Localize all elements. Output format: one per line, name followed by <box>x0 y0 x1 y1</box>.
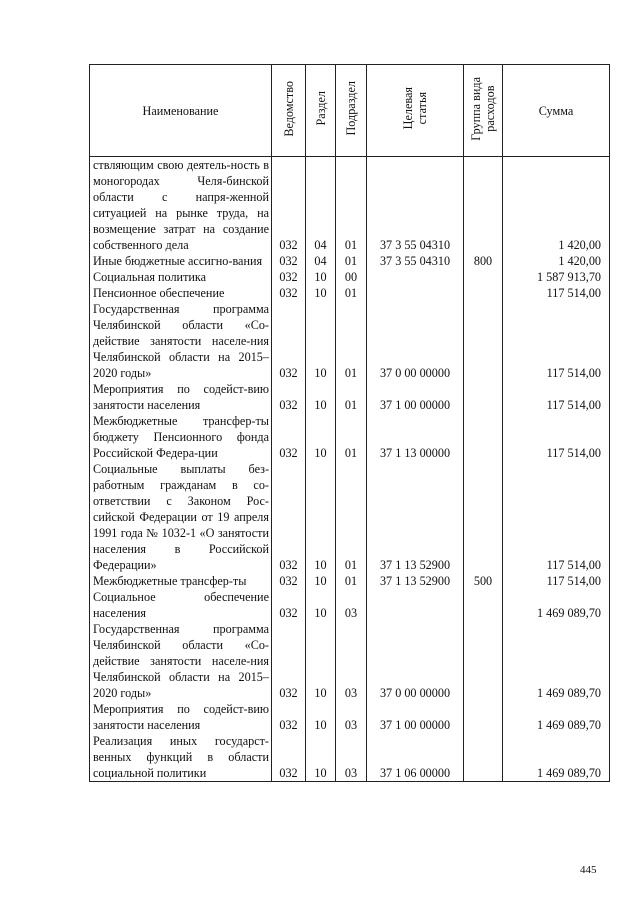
row-department: 032 <box>272 301 306 381</box>
row-expense-group: 800 <box>464 253 503 269</box>
row-expense-group <box>464 701 503 733</box>
row-department: 032 <box>272 157 306 254</box>
row-expense-group <box>464 413 503 461</box>
header-target-item: Целевая статья <box>367 65 464 157</box>
row-amount: 1 469 089,70 <box>503 621 610 701</box>
row-subsection: 01 <box>336 413 367 461</box>
row-department: 032 <box>272 269 306 285</box>
row-target-item: 37 3 55 04310 <box>367 253 464 269</box>
row-amount: 117 514,00 <box>503 301 610 381</box>
row-target-item <box>367 589 464 621</box>
row-amount: 117 514,00 <box>503 573 610 589</box>
table-row <box>90 573 610 589</box>
table-row <box>90 157 610 254</box>
header-amount: Сумма <box>503 65 610 157</box>
row-name: Государственная программа Челябинской области «Со-действие занятости населе-ния Челябинской области на 2015–2020 годы» <box>90 301 272 381</box>
table-row <box>90 701 610 733</box>
row-subsection: 01 <box>336 573 367 589</box>
row-target-item: 37 1 13 00000 <box>367 413 464 461</box>
page-number: 445 <box>580 864 597 876</box>
row-department: 032 <box>272 461 306 573</box>
row-target-item: 37 0 00 00000 <box>367 621 464 701</box>
row-name: Пенсионное обеспечение <box>90 285 272 301</box>
row-section: 10 <box>306 589 336 621</box>
row-target-item: 37 0 00 00000 <box>367 301 464 381</box>
row-name: Иные бюджетные ассигно-вания <box>90 253 272 269</box>
row-department: 032 <box>272 381 306 413</box>
table-row <box>90 589 610 621</box>
row-department: 032 <box>272 621 306 701</box>
row-amount: 1 469 089,70 <box>503 589 610 621</box>
row-amount: 1 469 089,70 <box>503 733 610 782</box>
row-target-item: 37 1 13 52900 <box>367 461 464 573</box>
row-amount: 117 514,00 <box>503 461 610 573</box>
table-row <box>90 301 610 381</box>
row-section: 10 <box>306 413 336 461</box>
header-name: Наименование <box>90 65 272 157</box>
row-name: Мероприятия по содейст-вию занятости населения <box>90 701 272 733</box>
row-expense-group <box>464 301 503 381</box>
row-target-item: 37 1 00 00000 <box>367 381 464 413</box>
table-row <box>90 733 610 782</box>
row-subsection: 00 <box>336 269 367 285</box>
row-name: ствляющим свою деятель-ность в моногородах Челя-бинской области с напря-женной ситуацией на рынке труда, на возмещение затрат на создание собственного дела <box>90 157 272 254</box>
row-section: 10 <box>306 269 336 285</box>
row-name: Социальное обеспечение населения <box>90 589 272 621</box>
row-section: 10 <box>306 285 336 301</box>
table-row <box>90 413 610 461</box>
row-expense-group <box>464 461 503 573</box>
row-section: 10 <box>306 733 336 782</box>
row-amount: 1 469 089,70 <box>503 701 610 733</box>
row-expense-group <box>464 733 503 782</box>
table-header <box>90 65 610 157</box>
row-section: 10 <box>306 701 336 733</box>
row-subsection: 03 <box>336 621 367 701</box>
row-department: 032 <box>272 573 306 589</box>
row-subsection: 01 <box>336 285 367 301</box>
header-section: Раздел <box>306 65 336 157</box>
row-subsection: 01 <box>336 461 367 573</box>
header-expense-group: Группа вида расходов <box>464 65 503 157</box>
row-subsection: 03 <box>336 733 367 782</box>
table-body <box>90 157 610 782</box>
header-subsection: Подраздел <box>336 65 367 157</box>
row-subsection: 01 <box>336 157 367 254</box>
budget-table <box>89 64 610 782</box>
row-name: Межбюджетные трансфер-ты бюджету Пенсионного фонда Российской Федера-ции <box>90 413 272 461</box>
table-row <box>90 253 610 269</box>
row-subsection: 01 <box>336 253 367 269</box>
row-name: Социальные выплаты без-работным гражданам в со-ответствии с Законом Рос-сийской Федерации от 19 апреля 1991 года № 1032-1 «О занятости населения в Российской Федерации» <box>90 461 272 573</box>
table-row <box>90 285 610 301</box>
row-department: 032 <box>272 701 306 733</box>
row-name: Государственная программа Челябинской области «Со-действие занятости населе-ния Челябинской области на 2015–2020 годы» <box>90 621 272 701</box>
row-amount: 1 420,00 <box>503 253 610 269</box>
row-section: 10 <box>306 461 336 573</box>
row-section: 10 <box>306 621 336 701</box>
row-target-item: 37 1 06 00000 <box>367 733 464 782</box>
row-department: 032 <box>272 285 306 301</box>
row-expense-group <box>464 285 503 301</box>
row-subsection: 03 <box>336 589 367 621</box>
table-row <box>90 269 610 285</box>
row-section: 10 <box>306 573 336 589</box>
header-department: Ведомство <box>272 65 306 157</box>
row-target-item: 37 1 00 00000 <box>367 701 464 733</box>
row-expense-group: 500 <box>464 573 503 589</box>
table-row <box>90 381 610 413</box>
row-target-item <box>367 269 464 285</box>
row-name: Мероприятия по содейст-вию занятости населения <box>90 381 272 413</box>
row-expense-group <box>464 269 503 285</box>
row-department: 032 <box>272 413 306 461</box>
table-row <box>90 621 610 701</box>
row-amount: 1 420,00 <box>503 157 610 254</box>
row-subsection: 01 <box>336 381 367 413</box>
row-department: 032 <box>272 589 306 621</box>
row-target-item: 37 1 13 52900 <box>367 573 464 589</box>
row-amount: 117 514,00 <box>503 381 610 413</box>
row-amount: 1 587 913,70 <box>503 269 610 285</box>
row-department: 032 <box>272 733 306 782</box>
row-target-item: 37 3 55 04310 <box>367 157 464 254</box>
row-expense-group <box>464 381 503 413</box>
row-name: Межбюджетные трансфер-ты <box>90 573 272 589</box>
row-department: 032 <box>272 253 306 269</box>
row-expense-group <box>464 157 503 254</box>
row-section: 04 <box>306 157 336 254</box>
row-section: 10 <box>306 301 336 381</box>
table-row <box>90 461 610 573</box>
row-subsection: 01 <box>336 301 367 381</box>
row-expense-group <box>464 589 503 621</box>
row-section: 04 <box>306 253 336 269</box>
row-name: Социальная политика <box>90 269 272 285</box>
row-amount: 117 514,00 <box>503 285 610 301</box>
row-expense-group <box>464 621 503 701</box>
row-target-item <box>367 285 464 301</box>
row-amount: 117 514,00 <box>503 413 610 461</box>
row-section: 10 <box>306 381 336 413</box>
row-subsection: 03 <box>336 701 367 733</box>
row-name: Реализация иных государст-венных функций в области социальной политики <box>90 733 272 782</box>
